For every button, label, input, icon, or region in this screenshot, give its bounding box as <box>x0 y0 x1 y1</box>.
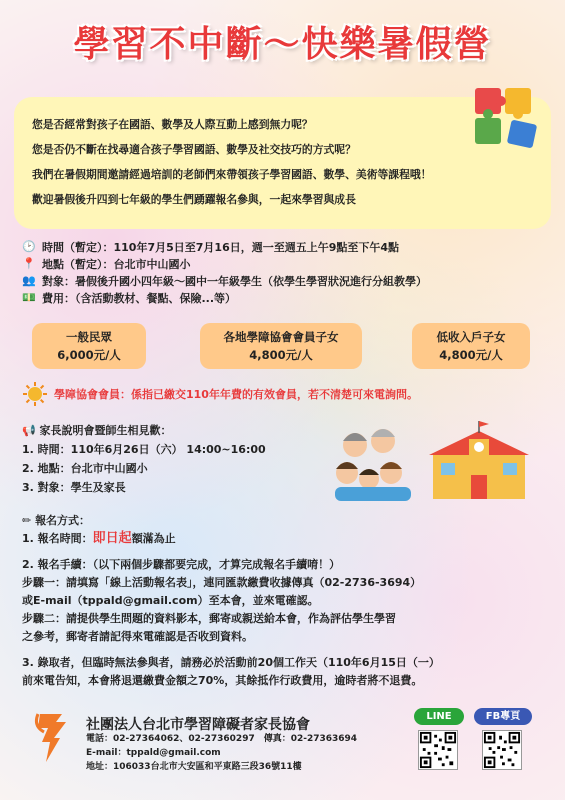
member-note-text: 學障協會會員：係指已繳交110年年費的有效會員，若不清楚可來電詢問。 <box>54 388 418 401</box>
meeting-title: 📢 家長說明會暨師生相見歡： <box>22 424 172 437</box>
puzzle-icon <box>471 84 539 150</box>
key-logo-icon <box>32 708 78 768</box>
price-low-income <box>412 323 530 369</box>
fb-badge: FB專頁 <box>474 708 532 725</box>
intro-line: 歡迎暑假後升四到七年級的學生們踴躍報名參與，一起來學習與成長 <box>32 193 356 206</box>
procedure-line: 步驟一：請填寫「線上活動報名表」，連同匯款繳費收據傳真（02-2736-3694） <box>22 576 422 589</box>
price-label: 各地學障協會會員子女 <box>223 330 339 344</box>
contact-phone: 電話：02-27364062、02-27360297 傳真：02-27363694 <box>86 734 358 744</box>
info-row <box>22 289 547 306</box>
contact-info <box>86 732 357 774</box>
footer <box>0 700 565 800</box>
signup-time: 1. 報名時間：即日起額滿為止 <box>22 531 176 546</box>
procedure-line: 2. 報名手續：（以下兩個步驟都要完成，才算完成報名手續唷！） <box>22 558 341 571</box>
meeting-row: 1. 時間：110年6月26日（六） 14:00~16:00 <box>22 443 266 456</box>
refund-line: 3. 錄取者，但臨時無法參與者，請務必於活動前20個工作天（110年6月15日（一） <box>22 656 440 669</box>
price-label: 一般民眾 <box>66 330 112 344</box>
meeting-row: 2. 地點：台北市中山國小 <box>22 462 148 475</box>
school-building-icon <box>429 421 529 499</box>
info-fee: 費用：（含活動教材、餐點、保險...等） <box>42 291 237 305</box>
contact-address: 地址：106033台北市大安區和平東路三段36號11樓 <box>86 762 302 772</box>
fb-qr-code[interactable] <box>482 730 522 770</box>
intro-line: 我們在暑假期間邀請經過培訓的老師們來帶領孩子學習國語、數學、美術等課程哦！ <box>32 168 432 181</box>
info-location: 地點（暫定）：台北市中山國小 <box>42 257 191 271</box>
signup-title: ✏ 報名方式： <box>22 514 91 527</box>
intro-line: 您是否仍不斷在找尋適合孩子學習國語、數學及社交技巧的方式呢？ <box>32 143 356 156</box>
event-info <box>22 238 547 306</box>
info-row <box>22 255 547 272</box>
megaphone-icon: 📢 <box>22 424 36 437</box>
family-icon <box>335 429 411 501</box>
price-value: 4,800元/人 <box>439 348 503 362</box>
info-row <box>22 238 547 255</box>
line-badge: LINE <box>414 708 464 725</box>
info-target: 對象：暑假後升國小四年級～國中一年級學生（依學生學習狀況進行分組教學） <box>42 274 427 288</box>
contact-email: E-mail：tppald@gmail.com <box>86 748 221 758</box>
signup-time-highlight: 即日起 <box>92 531 132 546</box>
sun-icon <box>22 381 48 407</box>
location-pin-icon: 📍 <box>22 257 36 270</box>
member-note <box>22 381 418 407</box>
clock-icon: 🕑 <box>22 240 36 253</box>
price-value: 6,000元/人 <box>57 348 121 362</box>
procedure-line: 之參考，郵寄者請記得來電確認是否收到資料。 <box>22 630 253 643</box>
pencil-icon: ✏ <box>22 514 32 527</box>
org-name: 社團法人台北市學習障礙者家長協會 <box>86 717 310 733</box>
info-row <box>22 272 547 289</box>
line-qr-code[interactable] <box>418 730 458 770</box>
price-general <box>32 323 146 369</box>
page-title: 學習不中斷～快樂暑假營 <box>73 24 492 65</box>
money-icon: 💵 <box>22 291 36 304</box>
parent-meeting <box>22 421 266 497</box>
refund-line: 前來電告知，本會將退還繳費金額之70%，其餘抵作行政費用，逾時者將不退費。 <box>22 674 423 687</box>
procedure-line: 步驟二：請提供學生問題的資料影本，郵寄或親送給本會，作為評估學生學習 <box>22 612 396 625</box>
price-member <box>200 323 362 369</box>
signup-section <box>22 512 547 690</box>
intro-line: 您是否經常對孩子在國語、數學及人際互動上感到無力呢？ <box>32 118 313 131</box>
people-icon: 👥 <box>22 274 36 287</box>
procedure-line: 或E-mail（tppald@gmail.com）至本會，並來電確認。 <box>22 594 319 607</box>
family-school-illustration <box>333 417 533 501</box>
meeting-row: 3. 對象：學生及家長 <box>22 481 126 494</box>
info-time: 時間（暫定）：110年7月5日至7月16日，週一至週五上午9點至下午4點 <box>42 240 400 254</box>
price-value: 4,800元/人 <box>249 348 313 362</box>
price-label: 低收入戶子女 <box>436 330 506 344</box>
